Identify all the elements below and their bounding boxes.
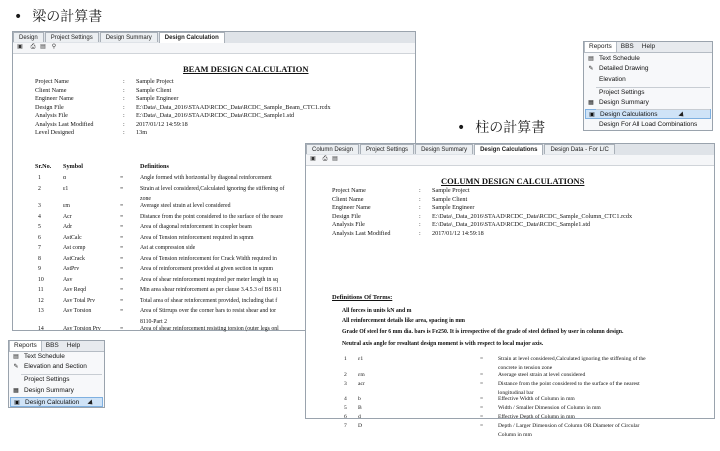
row-symbol: AstCrack: [63, 255, 85, 262]
definition-note: Grade Of steel for 6 mm dia. bars is Fe250. It is irrespective of the grade of steel defined by user in column design.: [342, 329, 624, 335]
row-symbol: Asv Reqd: [63, 287, 87, 293]
info-value: Sample Client: [136, 86, 172, 94]
info-colon: :: [419, 187, 421, 194]
row-number: 3: [344, 380, 347, 387]
row-equals: =: [120, 185, 124, 192]
info-label: Project Name: [332, 187, 366, 194]
beam-calc-title: [14, 6, 102, 26]
row-definition: Area of diagonal reinforcement in coupler beam: [140, 224, 252, 230]
row-number: 1: [344, 356, 347, 362]
info-label: Analysis File: [35, 112, 68, 119]
row-equals: =: [120, 234, 124, 241]
info-value: Sample Project: [432, 187, 470, 194]
info-row: [306, 213, 716, 222]
table-row: [306, 372, 716, 381]
info-row: [13, 121, 417, 130]
row-definition: Average steel strain at level considered: [498, 371, 586, 378]
row-symbol: Ast comp: [63, 245, 86, 251]
row-definition: Area of reinforcement provided at given section in sqmm: [140, 266, 273, 272]
row-number: 6: [344, 414, 347, 420]
row-symbol: AstPrv: [63, 266, 80, 272]
row-symbol: εm: [358, 371, 365, 378]
info-row: [13, 95, 417, 104]
info-row: [306, 204, 716, 213]
row-definition: Distance from the point considered to the surface of the nearest: [498, 380, 640, 387]
reports-menu-right: [583, 41, 713, 131]
info-value: Sample Engineer: [136, 95, 179, 102]
menu-bar: [584, 42, 712, 53]
info-label: Analysis Last Modified: [332, 229, 391, 237]
info-colon: :: [123, 120, 125, 128]
row-equals: =: [480, 356, 484, 362]
row-symbol: Asv Torsion Prv: [63, 325, 101, 332]
table-row: [306, 396, 716, 405]
row-definition: Effective Width of Column in mm: [498, 396, 575, 402]
drawing-icon: ✎: [13, 364, 19, 370]
row-definition: Area of Tension reinforcement required in sqmm: [140, 234, 254, 241]
tab-design-calculation[interactable]: Design Calculation: [159, 32, 225, 43]
summary-icon: ▦: [13, 388, 19, 394]
row-equals: =: [120, 175, 124, 181]
menu-item-project-settings[interactable]: [585, 88, 711, 98]
info-value: Sample Project: [136, 78, 174, 85]
info-value: Sample Engineer: [432, 204, 475, 211]
info-label: Design File: [332, 212, 361, 220]
row-equals: =: [120, 287, 124, 293]
menu-item-design-calculations[interactable]: [585, 109, 711, 119]
menu-separator: [21, 374, 102, 375]
row-definition: Effective Depth of Column in mm: [498, 414, 575, 420]
menu-item-label: Design Summary: [599, 99, 649, 106]
table-header-3: Definitions: [140, 163, 169, 170]
row-symbol: Asv Torsion: [63, 308, 92, 314]
menu-bar: [9, 341, 104, 352]
info-value: Sample Client: [432, 195, 468, 203]
row-definition: Strain at level considered,Calculated ignoring the stiffening of the: [498, 356, 646, 362]
row-definition: Area of shear reinforcement required per meter length in sq: [140, 276, 278, 283]
column-design-window: [305, 143, 715, 438]
info-colon: :: [123, 112, 125, 119]
table-header-1: Symbol: [63, 163, 83, 170]
tab-design-data-for-l-c[interactable]: Design Data - For L/C: [544, 144, 614, 154]
row-number: 2: [38, 185, 41, 192]
row-definition: Area of Stirrups over the corner bars to resist shear and tor: [140, 308, 277, 314]
menu-item-elevation[interactable]: [585, 75, 711, 85]
row-number: 14: [38, 325, 44, 332]
table-row: [306, 381, 716, 390]
info-row: [306, 187, 716, 196]
menu-item-label: Elevation: [599, 76, 626, 83]
menu-item-text-schedule[interactable]: [10, 352, 103, 362]
row-definition: Column in mm: [498, 432, 532, 438]
info-colon: :: [419, 212, 421, 220]
bullet-icon: •: [14, 9, 23, 25]
info-label: Level Designed: [35, 129, 75, 136]
info-colon: :: [419, 221, 421, 228]
beam-calc-title-text: 梁の計算書: [32, 9, 103, 25]
row-symbol: D: [358, 423, 363, 429]
row-symbol: Asv: [63, 276, 73, 283]
menu-item-label: Design For All Load Combinations: [599, 121, 698, 128]
row-symbol: Adr: [63, 224, 73, 230]
row-definition: Angle formed with horizontal by diagonal reinforcement: [140, 175, 272, 181]
row-number: 12: [38, 297, 44, 304]
row-symbol: Asv Total Prv: [63, 297, 96, 304]
column-toolbar: [306, 155, 714, 166]
blank-icon: [587, 89, 595, 97]
row-number: 5: [38, 224, 41, 230]
row-equals: =: [120, 213, 124, 220]
definition-note: All forces in units kN and m: [342, 308, 412, 314]
info-value: 2017/01/12 14:59:18: [432, 229, 484, 237]
row-definition: concrete in tension zone: [498, 365, 553, 371]
row-symbol: AstCalc: [63, 234, 82, 241]
table-row: [306, 432, 716, 441]
row-equals: =: [480, 371, 484, 378]
menu-bbs[interactable]: BBS: [45, 342, 59, 349]
info-colon: :: [123, 103, 125, 111]
row-equals: =: [120, 203, 124, 209]
tab-design-summary[interactable]: Design Summary: [100, 32, 158, 42]
info-colon: :: [123, 95, 125, 102]
blank-icon: [12, 376, 20, 384]
definitions-heading: Definitions Of Terms:: [332, 294, 393, 301]
row-equals: =: [480, 396, 484, 402]
menu-item-label: Design Calculation: [25, 399, 80, 406]
row-number: 3: [38, 203, 41, 209]
row-symbol: ε1: [63, 185, 69, 192]
row-number: 10: [38, 276, 44, 283]
row-definition: Area of shear reinforcement resisting torsion (outer legs onl: [140, 325, 279, 332]
tab-project-settings[interactable]: Project Settings: [45, 32, 99, 42]
menu-item-text-schedule[interactable]: [585, 54, 711, 64]
menu-item-label: Project Settings: [24, 376, 70, 383]
info-label: Client Name: [332, 195, 364, 203]
bullet-icon: •: [457, 120, 466, 136]
row-number: 2: [344, 371, 347, 378]
row-definition: Area of Tension reinforcement for Crack Width required in: [140, 255, 277, 262]
menu-reports[interactable]: Reports: [584, 42, 617, 52]
row-definition: Strain at level considered,Calculated ignoring the stiffening of: [140, 185, 285, 192]
print-icon[interactable]: ⎙: [30, 44, 36, 50]
info-value: E:\Data\_Data_2016\STAAD\RCDC_Data\RCDC_Sample1.std: [136, 112, 295, 119]
table-row: [306, 356, 716, 365]
row-number: 4: [344, 396, 347, 402]
info-value: E:\Data\_Data_2016\STAAD\RCDC_Data\RCDC_Sample1.std: [432, 221, 591, 228]
info-label: Project Name: [35, 78, 69, 85]
row-equals: =: [120, 276, 124, 283]
info-label: Analysis Last Modified: [35, 120, 94, 128]
info-value: 13m: [136, 129, 148, 136]
table-row: [306, 423, 716, 432]
row-definition: 8110-Part 2: [140, 318, 167, 325]
menu-separator: [596, 109, 710, 110]
info-label: Client Name: [35, 86, 67, 94]
blank-icon: [587, 76, 595, 84]
row-symbol: εm: [63, 203, 70, 209]
info-colon: :: [419, 229, 421, 237]
tab-column-design[interactable]: Column Design: [306, 144, 359, 154]
tab-design[interactable]: Design: [13, 32, 44, 42]
row-number: 13: [38, 308, 44, 314]
info-row: [13, 78, 417, 87]
drawing-icon: ✎: [588, 66, 594, 72]
info-row: [13, 112, 417, 121]
menu-item-detailed-drawing[interactable]: [585, 64, 711, 74]
reports-menu-left: [8, 340, 105, 408]
row-number: 7: [38, 245, 41, 251]
search-icon[interactable]: ⚲: [51, 44, 57, 50]
row-equals: =: [120, 255, 124, 262]
row-equals: =: [120, 325, 124, 332]
menu-item-label: Design Summary: [24, 387, 74, 394]
row-symbol: B: [358, 405, 362, 411]
row-definition: Total area of shear reinforcement provided, including that f: [140, 297, 278, 304]
row-equals: =: [480, 414, 484, 420]
tab-design-calculations[interactable]: Design Calculations: [474, 144, 543, 155]
column-report-heading: COLUMN DESIGN CALCULATIONS: [441, 176, 585, 186]
save-icon[interactable]: ▣: [310, 156, 316, 162]
print-preview-icon[interactable]: ▤: [40, 44, 46, 50]
info-label: Engineer Name: [35, 95, 74, 102]
menu-item-design-summary[interactable]: [10, 386, 103, 396]
menu-help[interactable]: Help: [66, 342, 81, 349]
info-colon: :: [419, 195, 421, 203]
info-value: E:\Data\_Data_2016\STAAD\RCDC_Data\RCDC_Sample_Column_CTC1.rcdx: [432, 212, 633, 220]
row-equals: =: [480, 380, 484, 387]
menu-separator: [596, 87, 710, 88]
row-definition: Distance from the point considered to the surface of the neare: [140, 213, 283, 220]
row-number: 9: [38, 266, 41, 272]
row-symbol: Acr: [63, 213, 72, 220]
row-number: 5: [344, 405, 347, 411]
row-number: 8: [38, 255, 41, 262]
print-icon[interactable]: ⎙: [322, 156, 328, 162]
info-row: [13, 87, 417, 96]
table-row: [306, 405, 716, 414]
info-value: E:\Data\_Data_2016\STAAD\RCDC_Data\RCDC_Sample_Beam_CTC1.rcdx: [136, 103, 331, 111]
table-row: [306, 414, 716, 423]
row-equals: =: [120, 245, 124, 251]
info-colon: :: [419, 204, 421, 211]
row-definition: Average steel strain at level considered: [140, 203, 231, 209]
info-label: Design File: [35, 103, 64, 111]
menu-item-label: Text Schedule: [599, 55, 640, 62]
column-calc-title-text: 柱の計算書: [475, 120, 546, 136]
row-symbol: acr: [358, 380, 365, 387]
row-equals: =: [120, 224, 124, 230]
blank-icon: [587, 121, 595, 129]
row-equals: =: [120, 266, 124, 272]
row-equals: =: [480, 405, 484, 411]
info-label: Engineer Name: [332, 204, 371, 211]
menu-item-label: Text Schedule: [24, 353, 65, 360]
row-definition: Width / Smaller Dimension of Column in mm: [498, 405, 601, 411]
save-icon[interactable]: ▣: [17, 44, 23, 50]
row-equals: =: [120, 297, 124, 304]
menu-item-design-summary[interactable]: [585, 98, 711, 108]
tab-project-settings[interactable]: Project Settings: [360, 144, 414, 154]
menu-item-elevation-and-section[interactable]: [10, 362, 103, 372]
definition-note: All reinforcement details like area, spacing in mm: [342, 318, 466, 324]
column-report-document: [306, 166, 716, 438]
info-row: [306, 196, 716, 205]
row-symbol: d: [358, 414, 361, 420]
row-number: 1: [38, 175, 41, 181]
row-symbol: ε1: [358, 356, 364, 362]
document-icon: ▤: [588, 56, 594, 62]
row-definition: Min area shear reinforcement as per clause 3.4.5.3 of BS 811: [140, 287, 282, 293]
definition-note: Neutral axis angle for resultant design moment is with respect to local major axis.: [342, 341, 544, 347]
info-label: Analysis File: [332, 221, 365, 228]
info-colon: :: [123, 78, 125, 85]
menu-bbs[interactable]: BBS: [620, 43, 634, 50]
menu-item-label: Elevation and Section: [24, 363, 87, 370]
row-symbol: b: [358, 396, 361, 402]
document-icon: ▤: [13, 354, 19, 360]
menu-item-label: Detailed Drawing: [599, 65, 649, 72]
row-equals: =: [120, 308, 124, 314]
beam-toolbar: [13, 43, 415, 54]
tab-design-summary[interactable]: Design Summary: [415, 144, 473, 154]
row-definition: Ast at compression side: [140, 245, 196, 251]
row-number: 7: [344, 423, 347, 429]
info-row: [306, 230, 716, 239]
row-number: 4: [38, 213, 41, 220]
calculation-icon: ▣: [589, 112, 595, 118]
menu-item-label: Project Settings: [599, 89, 645, 96]
row-equals: =: [480, 423, 484, 429]
info-row: [13, 129, 417, 138]
info-colon: :: [123, 129, 125, 136]
table-header-0: Sr.No.: [35, 163, 52, 170]
menu-item-project-settings[interactable]: [10, 375, 103, 385]
info-row: [13, 104, 417, 113]
row-number: 6: [38, 234, 41, 241]
summary-icon: ▦: [588, 100, 594, 106]
info-colon: :: [123, 86, 125, 94]
row-number: 11: [38, 287, 44, 293]
row-definition: Depth / Larger Dimension of Column OR Diameter of Circular: [498, 423, 640, 429]
row-definition: zone: [140, 196, 151, 202]
column-calc-title: [457, 117, 545, 137]
menu-item-label: Design Calculations: [600, 111, 658, 118]
calculation-icon: ▣: [14, 400, 20, 406]
menu-reports[interactable]: Reports: [9, 341, 42, 351]
menu-item-design-for-all-load-combinations[interactable]: [585, 120, 711, 130]
row-definition: longitudinal bar: [498, 389, 534, 396]
info-row: [306, 221, 716, 230]
row-symbol: α: [63, 175, 67, 181]
info-value: 2017/01/12 14:59:18: [136, 120, 188, 128]
beam-report-heading: BEAM DESIGN CALCULATION: [183, 64, 309, 74]
print-preview-icon[interactable]: ▤: [332, 156, 338, 162]
menu-help[interactable]: Help: [641, 43, 656, 50]
